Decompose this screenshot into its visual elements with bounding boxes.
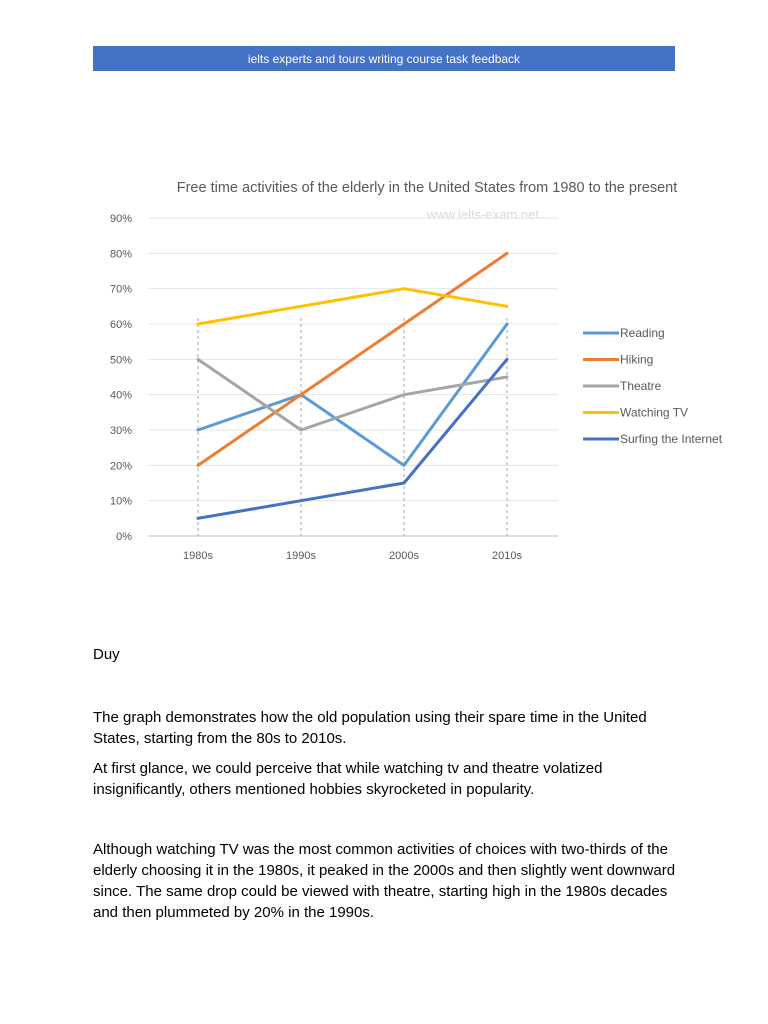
legend-label: Hiking xyxy=(620,352,654,367)
x-tick-label: 1990s xyxy=(286,550,316,562)
chart-title: Free time activities of the elderly in the United States from 1980 to the present xyxy=(176,180,678,196)
y-tick-label: 40% xyxy=(109,389,132,402)
legend-label: Reading xyxy=(620,326,665,340)
y-tick-label: 30% xyxy=(109,425,132,437)
x-tick-label: 1980s xyxy=(183,550,213,562)
x-tick-label: 2000s xyxy=(389,550,419,562)
y-tick-label: 70% xyxy=(109,283,132,296)
paragraph-body: Although watching TV was the most common activities of choices with two-thirds of the elderly choosing it in the 1980s, it peaked in the 2000s and then slightly went downward since. The same drop could be viewed with theatre, starting high in the 1980s decades and then plummeted by 20% in the 1990s. xyxy=(93,841,676,921)
y-tick-label: 80% xyxy=(109,248,132,261)
legend-label: Theatre xyxy=(620,379,662,393)
legend-label: Watching TV xyxy=(620,405,689,420)
y-tick-label: 0% xyxy=(116,531,132,543)
series-line xyxy=(198,359,507,518)
y-tick-label: 20% xyxy=(109,460,132,473)
paragraph-overview: At first glance, we could perceive that while watching tv and theatre volatized insignificantly, others mentioned hobbies skyrocketed in popularity. xyxy=(93,760,603,798)
y-tick-label: 50% xyxy=(109,354,132,367)
banner-text: ielts experts and tours writing course task feedback xyxy=(247,51,521,66)
author-name: Duy xyxy=(93,646,120,663)
x-tick-label: 2010s xyxy=(492,550,522,562)
legend-label: Surfing the Internet xyxy=(620,432,723,446)
y-tick-label: 60% xyxy=(109,319,132,331)
y-tick-label: 10% xyxy=(109,495,132,508)
paragraph-intro: The graph demonstrates how the old population using their spare time in the United States, starting from the 80s to 2010s. xyxy=(93,709,647,747)
y-tick-label: 90% xyxy=(109,213,132,225)
chart-watermark: www.ielts-exam.net xyxy=(427,207,539,222)
series-line xyxy=(198,289,507,324)
